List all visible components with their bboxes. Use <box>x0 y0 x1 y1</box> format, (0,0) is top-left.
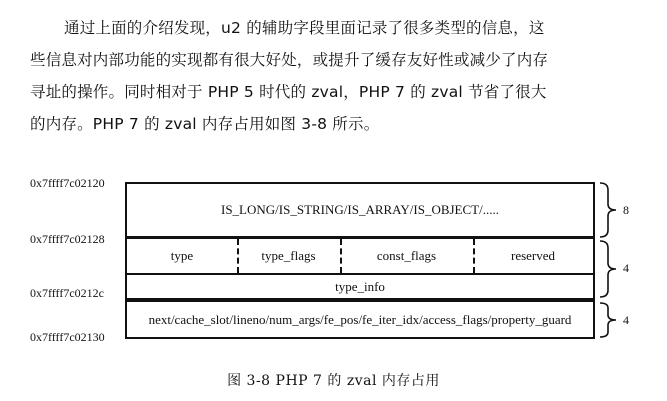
u1-field: type_flags <box>261 248 316 263</box>
address-label: 0x7ffff7c0212c <box>30 286 104 300</box>
size-label: 4 <box>623 313 629 327</box>
paragraph-line-4: 的内存。PHP 7 的 zval 内存占用如图 3-8 所示。 <box>30 115 380 133</box>
paragraph-line-3: 寻址的操作。同时相对于 PHP 5 时代的 zval，PHP 7 的 zval 节省了很大 <box>30 83 547 101</box>
value-union-label: IS_LONG/IS_STRING/IS_ARRAY/IS_OBJECT/..... <box>221 202 499 217</box>
paragraph-line-2: 些信息对内部功能的实现都有很大好处，或提升了缓存友好性或减少了内存 <box>30 51 549 69</box>
u1-field: reserved <box>510 248 556 263</box>
size-label: 4 <box>623 261 629 275</box>
address-label: 0x7ffff7c02128 <box>30 232 105 246</box>
size-brace <box>598 240 622 298</box>
u1-type-info-label: type_info <box>335 278 385 294</box>
zval-u1-box <box>125 237 595 300</box>
figure-caption: 图 3-8 PHP 7 的 zval 内存占用 <box>227 373 440 389</box>
body-paragraph <box>30 12 650 140</box>
paragraph-line-1: 通过上面的介绍发现，u2 的辅助字段里面记录了很多类型的信息，这 <box>64 19 545 37</box>
zval-value-box <box>125 182 595 238</box>
size-brace <box>598 182 622 238</box>
u1-fields-row <box>127 239 593 273</box>
address-label: 0x7ffff7c02120 <box>30 176 105 190</box>
u2-union-label: next/cache_slot/lineno/num_args/fe_pos/fe_iter_idx/access_flags/property_guard <box>148 311 572 327</box>
u1-field: const_flags <box>376 248 437 263</box>
zval-u2-box <box>125 300 595 339</box>
address-label: 0x7ffff7c02130 <box>30 330 105 344</box>
size-brace <box>598 302 622 338</box>
u1-field: type <box>170 248 194 263</box>
size-label: 8 <box>623 203 629 217</box>
